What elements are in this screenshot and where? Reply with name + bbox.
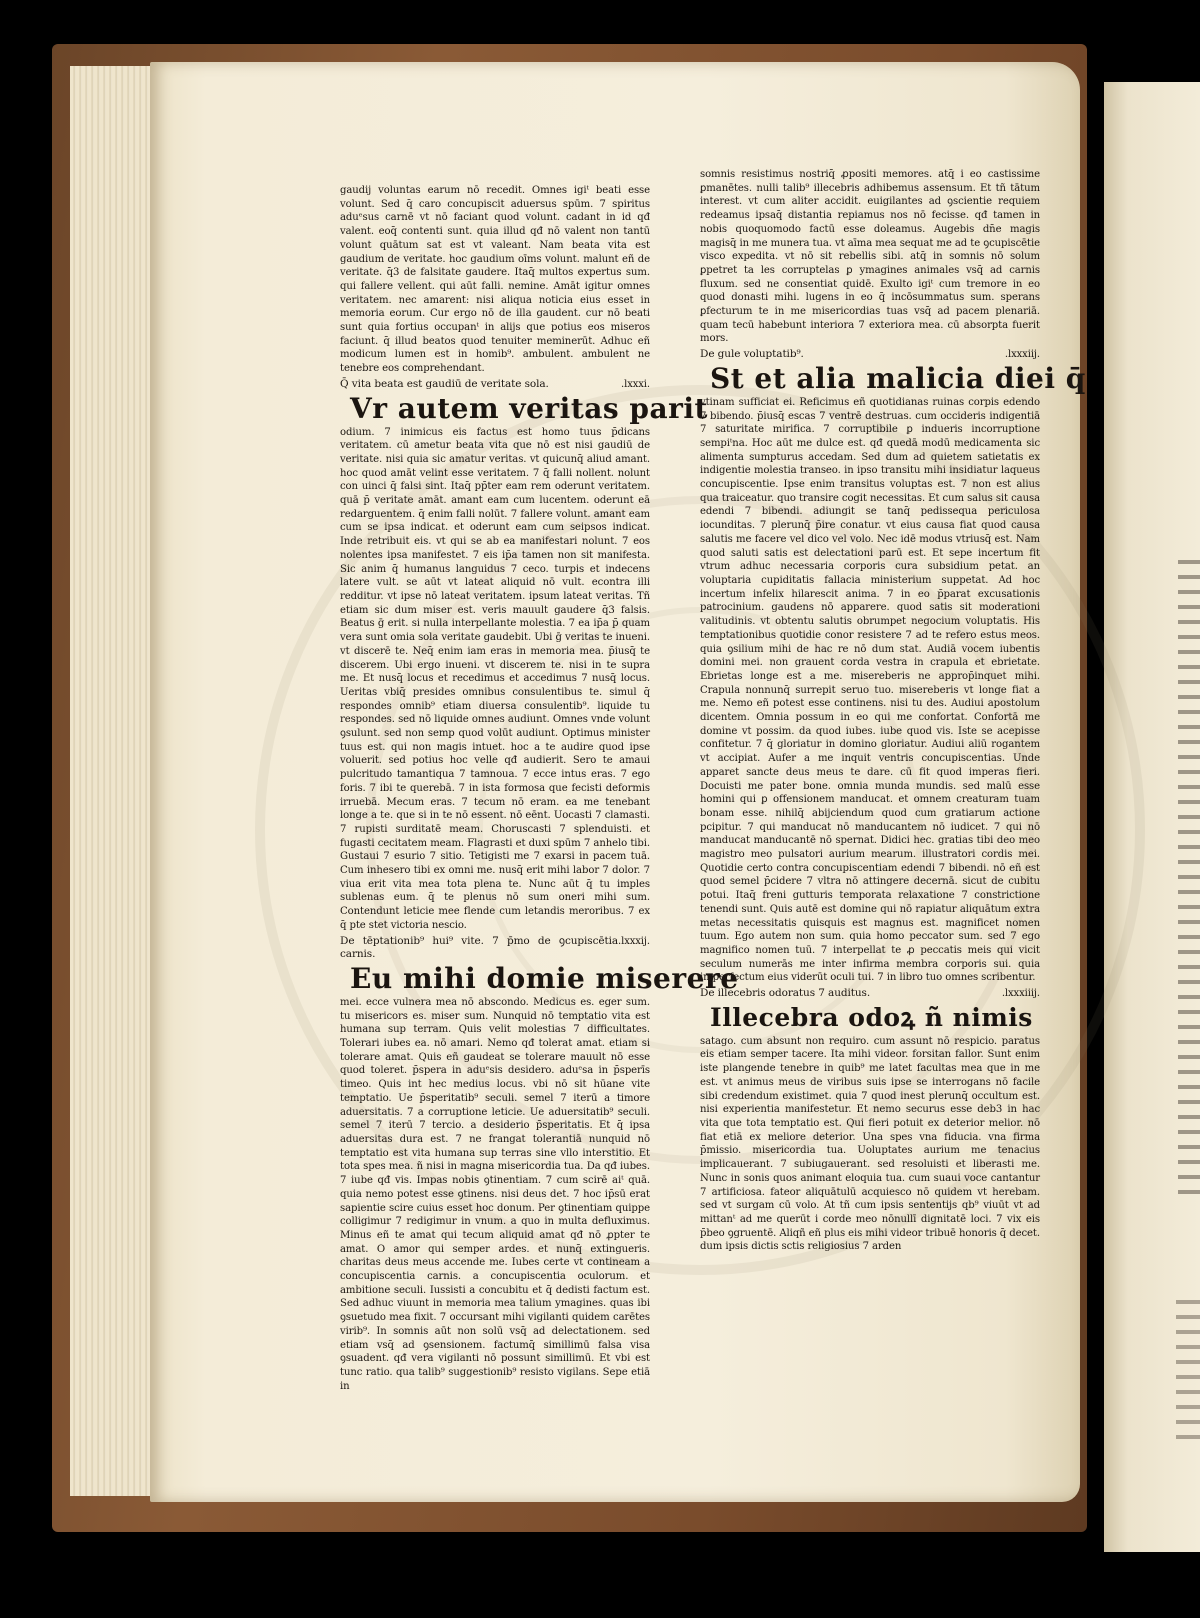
left-text-column: [340, 184, 739, 1393]
chapter-body: satago. cum absunt non requiro. cum assunt nō respicio. paratus eis etiam semper tacere. Ita mihi videor. forsitan fallor. Sunt enim iste plangende tenebre in quib⁹ me latet facultas mea que in me est. vt animus meus de viribus suis ipse se interrogans nō facile sibi credendum existimet. quia 7 quod inest plerunq̄ occultum est. nisi experientia manifestetur. Et nemo securus esse deb3 in hac vita que tota temptatio est. Qui fieri potuit ex deterior melior. nō fiat etiā ex meliore deterior. Una spes vna fiducia. vna firma p̄missio. misericordia tua. Uoluptates aurium me tenacius implicauerant. 7 subiugauerant. sed resoluisti et liberasti me. Nunc in sonis quos animant eloquia tua. cum suaui voce cantantur 7 artificiosa. fateor aliquātulū acquiesco nō quidem vt herebam. sed vt surgam cū volo. At tñ cum ipsis sententijs qb⁹ viuūt vt ad mittanᵗ ad me querūt i corde meo nōnullī dignitatē loci. 7 vix eis p̄beo ꝯgruentē. Aliqñ eñ plus eis mihi videor tribuē honoris q̄ decet. dum ipsis dictis sctis religiosius 7 arden: [700, 1035, 1040, 1253]
chapter-incipit: St et alia malicia diei q̄: [710, 361, 1086, 395]
chapter-body: odium. 7 inimicus eis factus est homo tuus p̄dicans veritatem. cū ametur beata vita que nō est nisi gaudiū de veritate. nisi quia sic amatur veritas. vt quicunq̄ aliud amant. hoc quod amāt velint esse veritatem. 7 q̄ falli nollent. nolunt con uinci q̄ falsi sint. Itaq̄ pp̄ter eam rem oderunt veritatem. quā p̄ veritate amāt. amant eam cum lucentem. oderunt eā redarguentem. q̄ enim falli nolūt. 7 fallere volunt. amant eam cum se ipsa indicat. et oderunt eam cum seipsos indicat. Inde retribuit eis. vt qui se ab ea manifestari nolunt. 7 eos nolentes ipsa manifestet. 7 eis ip̄a tamen non sit manifesta. Sic anim q̄ humanus languidus 7 ceco. turpis et indecens latere vult. se aūt vt lateat aliquid nō vult. econtra illi redditur. vt ipse nō lateat veritatem. ipsum lateat veritas. Tñ etiam sic dum miser est. veris mauult gaudere q̄3 falsis. Beatus ḡ erit. si nulla interpellante molestia. 7 ea ip̄a p̄ quam vera sunt omia sola veritate gaudebit. Ubi ḡ veritas te inueni. vt discerē te. Neq̄ enim iam eras in memoria mea. p̄iusq̄ te discerem. Ubi ergo inueni. vt discerem te. nisi in te supra me. Et nusq̄ locus et recedimus et accedimus 7 nusq̄ locus. Ueritas vbiq̄ presides omnibus consulentibus te. simul q̄ respondes omnib⁹ etiam diuersa consulentib⁹. liquide tu respondes. sed nō liquide omnes audiunt. Omnes vnde volunt ꝯsulunt. sed non semp quod volūt audiunt. Optimus minister tuus est. qui non magis intuet. hoc a te audire quod ipse voluerit. sed potius hoc velle qđ audierit. Sero te amaui pulcritudo tamantiqua 7 tamnoua. 7 ecce intus eras. 7 ego foris. 7 ibi te querebā. 7 in ista formosa que fecisti deformis irruebā. Mecum eras. 7 tecum nō eram. ea me tenebant longe a te. que si in te nō essent. nō eēnt. Uocasti 7 clamasti. 7 rupisti surditatē meam. Choruscasti 7 splenduisti. et fugasti cecitatem meam. Flagrasti et duxi spūm 7 anhelo tibi. Gustaui 7 esurio 7 sitio. Tetigisti me 7 exarsi in pacem tuā. Cum inhesero tibi ex omni me. nusq̄ erit mihi labor 7 dolor. 7 viua erit vita mea tota plena te. Nunc aūt q̄ tu imples sublenas eum. q̄ te plenus nō sum oneri mihi sum. Contendunt leticie mee flende cum letandis meroribus. 7 ex q̄ pte stet victoria nescio.: [340, 426, 650, 931]
chapter-incipit: Eu mihi domie miserere: [350, 961, 739, 995]
chapter-number: .lxxxiij.: [1004, 349, 1040, 361]
chapter-title: De tēptationib⁹ hui⁹ vite. 7 p̄mo de ꝯcupiscētia carnis.: [340, 934, 619, 961]
chapter-heading: [700, 348, 1040, 362]
chapter-heading: [340, 378, 650, 392]
chapter-heading: [700, 987, 1040, 1001]
facing-page-text-fragment-lower: [1176, 1300, 1200, 1450]
chapter-title: Q̄ vita beata est gaudiū de veritate sola.: [340, 377, 549, 390]
chapter-number: .lxxxij.: [618, 935, 650, 947]
chapter-incipit: Vr autem veritas parit: [350, 391, 708, 425]
right-text-column: [700, 168, 1086, 1254]
facing-page-text-fragment: [1178, 560, 1200, 1200]
chapter-body: mei. ecce vulnera mea nō abscondo. Medicus es. eger sum. tu misericors es. miser sum. Nunquid nō temptatio vita est humana sup terram. Quis velit molestias 7 difficultates. Tolerari iubes ea. nō amari. Nemo qđ tolerat amat. etiam si tolerare amat. Quis eñ gaudeat se tolerare mauult nō esse quod toleret. p̄spera in aduᵉsis desidero. aduᵉsa in p̄sperīs timeo. Quis int hec medius locus. vbi nō sit hūane vite temptatio. Ue p̄speritatib⁹ seculi. semel 7 iterū a timore aduersitatis. 7 a corruptione leticie. Ue aduersitatib⁹ seculi. semel 7 iterū 7 tercio. a desiderio p̄speritatis. Et q̄ ipsa aduersitas dura est. 7 ne frangat tolerantiā nunquid nō temptatio est vita humana sup terras sine vllo interstitio. Et tota spes mea. ñ nisi in magna misericordia tua. Da qđ iubes. 7 iube qđ vis. Impas nobis ꝯtinentiam. 7 cum scirē aiᵗ quā. quia nemo potest esse ꝯtinens. nisi deus det. 7 hoc ip̄sū erat sapientie scire cuius esset hoc donum. Per ꝯtinentiam quippe colligimur 7 redigimur in vnum. a quo in multa defluximus. Minus eñ te amat qui tecum aliquid amat qđ nō ꝓpter te amat. O amor qui semper ardes. et nunq̄ extingueris. charitas deus meus accende me. Iubes certe vt contineam a concupiscentia carnis. a concupiscentia oculorum. et ambitione seculi. Iussisti a concubitu et q̄ dedisti factum est. Sed adhuc viuunt in memoria mea talium ymagines. quas ibi ꝯsuetudo mea fixit. 7 occursant mihi vigilanti quidem carētes virib⁹. In somnis aūt non solū vsq̄ ad delectationem. sed etiam vsq̄ ad ꝯsensionem. factumq̄ simillimū falsa visa ꝯsuadent. qđ vera vigilanti nō possunt simillimū. Et vbi est tunc ratio. qua talib⁹ suggestionib⁹ resisto vigilans. Sepe etiā in: [340, 996, 650, 1392]
chapter-title: De gule voluptatib⁹.: [700, 348, 804, 361]
chapter-number: .lxxxiiij.: [1001, 988, 1040, 1000]
chapter-heading: [340, 935, 650, 962]
chapter-title: De illecebris odoratus 7 auditus.: [700, 987, 871, 1000]
chapter-incipit: Illecebra odoꝝ ñ nimis: [710, 1002, 1033, 1032]
left-opening-paragraph: gaudij voluntas earum nō recedit. Omnes igiᵗ beati esse volunt. Sed q̄ caro concupiscit aduersus spūm. 7 spiritus aduᵉsus carnē vt nō faciant quod volunt. cadant in id qđ valent. eoq̄ contenti sunt. quia illud qđ nō valent non tantū volunt quātum sat est vt valeant. Nam beata vita est gaudium de veritate. hoc gaudium oīms volunt. malunt eñ de veritate. q̄3 de falsitate gaudere. Itaq̄ multos expertus sum. qui fallere vellent. qui aūt falli. nemine. Amāt igitur omnes veritatem. nec amarent: nisi aliqua noticia eius esset in memoria eorum. Cur ergo nō de illa gaudent. cur nō beati sunt quia fortius occupanᵗ in alijs que potius eos miseros faciunt. q̄ illud beatos quod tenuiter meminerūt. Adhuc eñ modicum lumen est in homib⁹. ambulent. ambulent ne tenebre eos comprehendant.: [340, 185, 650, 375]
running-head-bleedthrough: [820, 134, 920, 158]
right-opening-paragraph: somnis resistimus nostriq̄ ꝓpositi memores. atq̄ i eo castissime ꝑmanētes. nulli talib⁹ illecebris adhibemus assensum. Et tñ tātum interest. vt cum aliter accidit. euigilantes ad ꝯscientie requiem redeamus ipsaq̄ distantia repiamus nos nō fecisse. qđ tamen in nobis quoquomodo factū esse doleamus. Augebis dn̄e magis magisq̄ in me munera tua. vt aīma mea sequat me ad te ꝯcupiscētie visco expedita. vt nō sit rebellis sibi. atq̄ in somnis nō solum ꝑpetret ta les corruptelas ꝑ ymagines animales vsq̄ ad carnis fluxum. sed ne consentiat quidē. Exulto igiᵗ cum tremore in eo quod donasti mihi. lugens in eo q̄ incōsummatus sum. sperans ꝑfecturum te in me misericordias tuas vsq̄ ad pacem plenariā. quam tecū habebunt interiora 7 exteriora mea. cū absorpta fuerit mors.: [700, 169, 1040, 345]
chapter-number: .lxxxi.: [621, 378, 650, 390]
chapter-body: vtinam sufficiat ei. Reficimus eñ quotidianas ruinas corpis edendo 7 bibendo. p̄iusq̄ escas 7 ventrē destruas. cum occideris indigentiā 7 saturitate mirifica. 7 corruptibile ꝑ indueris incorruptione sempiᵗna. Hoc aūt me dulce est. qđ quedā modū medicamenta sic alimenta sumpturus accedam. Sed dum ad quietem satietatis ex indigentie molestia transeo. in ipso transitu mihi insidiatur laqueus concupiscentie. Ipse enim transitus voluptas est. 7 non est alius qua traiceatur. quo transire cogit necessitas. Et cum salus sit causa edendi 7 bibendi. adiungit se tanq̄ pedissequa periculosa iocunditas. 7 plerunq̄ p̄ire conatur. vt eius causa fiat quod causa salutis me facere vel dico vel volo. Nec idē modus vtriusq̄ est. Nam quod saluti satis est delectationi parū est. Et sepe incertum fit vtrum adhuc necessaria corporis cura subsidium petat. an voluptaria cupiditatis fallacia ministerium suppetat. Ad hoc incertum infelix hilarescit anima. 7 in eo p̄parat excusationis patrocinium. gaudens nō apparere. quod satis sit moderationi valitudinis. vt obtentu salutis obrumpet negocium voluptatis. His temptationibus quotidie conor resistere 7 ad te refero estus meos. quia ꝯsilium mihi de hac re nō dum stat. Audiā vocem iubentis domini mei. non grauent corda vestra in crapula et ebrietate. Ebrietas longe est a me. misereberis ne approp̄inquet mihi. Crapula nonnunq̄ surrepit seruo tuo. misereberis vt longe fiat a me. Nemo eñ potest esse continens. nisi tu des. Audiui apostolum dicentem. Omnia possum in eo qui me confortat. Confortā me domine vt possim. da quod iubes. iube quod vis. Iste se acepisse confitetur. 7 q̄ gloriatur in domino gloriatur. Audiui aliū rogantem vt accipiat. Aufer a me inquit ventris concupiscentias. Unde apparet sancte deus meus te dare. cū fit quod imperas fieri. Docuisti me pater bone. omnia munda mundis. sed malū esse homini qui ꝑ offensionem manducat. et omnem creaturam tuam bonam esse. nihilq̄ abijciendum quod cum gratiarum actione pcipitur. 7 qui manducat nō manducantem nō iudicet. 7 qui nō manducat manducantē nō spernat. Didici hec. gratias tibi deo meo magistro meo pulsatori aurium mearum. illustratori cordis mei. Quotidie certo contra concupiscentiam edendi 7 bibendi. nō eñ est quod semel p̄cidere 7 vltra nō attingere decernā. sicut de cubitu potui. Itaq̄ freni gutturis temporata relaxatione 7 constrictione tenendi sunt. Quis autē est domine qui nō rapiatur aliquātum extra metas necessitatis quisquis est magnus est. magnificet nomen tuum. Ego autem non sum. quia homo peccator sum. sed 7 ego magnifico nomen tuū. 7 interpellat te ꝓ peccatis meis qui vicit seculum numerās me inter infirma membra corporis sui. quia imperfectum eius viderūt oculi tui. 7 in libro tuo omnes scribentur.: [700, 396, 1040, 984]
